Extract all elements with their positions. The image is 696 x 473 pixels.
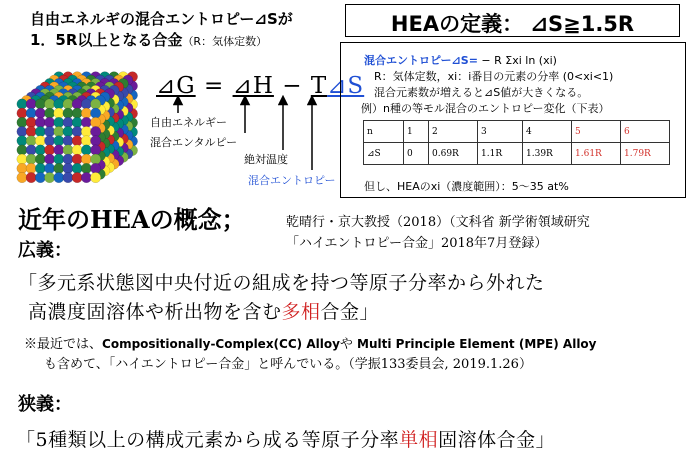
table-cell: 1.39R bbox=[523, 143, 572, 165]
hea-definition-box bbox=[345, 4, 680, 37]
atom-sphere bbox=[26, 163, 36, 173]
formula-t: T bbox=[310, 73, 328, 99]
atom-sphere bbox=[81, 99, 91, 109]
concept-title: 近年のHEAの概念； bbox=[18, 205, 246, 234]
formula-equals: = bbox=[203, 73, 225, 99]
atom-sphere bbox=[35, 145, 45, 155]
atom-sphere bbox=[81, 163, 91, 173]
table-cell: 1.61R bbox=[572, 143, 621, 165]
atom-sphere bbox=[81, 172, 91, 182]
atom-sphere bbox=[26, 99, 36, 109]
table-cell: 0.69R bbox=[429, 143, 478, 165]
formula-minus: − bbox=[282, 73, 303, 99]
atom-sphere bbox=[81, 108, 91, 118]
gibbs-formula bbox=[156, 73, 364, 99]
concept-source-1: 乾晴行・京大教授（2018）（文科省 新学術領域研究 bbox=[286, 215, 590, 230]
info-line-1-blue: 混合エントロピー⊿S= bbox=[364, 54, 478, 67]
atom-sphere bbox=[35, 163, 45, 173]
atom-sphere bbox=[44, 136, 54, 146]
atom-sphere bbox=[26, 154, 36, 164]
atom-sphere bbox=[17, 99, 27, 109]
atom-sphere bbox=[54, 136, 64, 146]
narrow-line-1-red: 単相 bbox=[399, 429, 439, 451]
atom-sphere bbox=[44, 99, 54, 109]
atom-sphere bbox=[26, 126, 36, 136]
intro-line-2 bbox=[30, 29, 267, 50]
atom-sphere bbox=[17, 154, 27, 164]
atom-sphere bbox=[81, 117, 91, 127]
entropy-info-box bbox=[340, 42, 686, 198]
atom-sphere bbox=[17, 163, 27, 173]
label-absolute-temperature: 絶対温度 bbox=[244, 153, 288, 166]
broad-line-2a: 高濃度固溶体や析出物を含む bbox=[28, 301, 282, 323]
atom-sphere bbox=[90, 145, 100, 155]
atom-sphere bbox=[35, 99, 45, 109]
atom-sphere bbox=[72, 154, 82, 164]
atom-sphere bbox=[35, 108, 45, 118]
atom-sphere bbox=[35, 136, 45, 146]
formula-delta-h: ⊿H bbox=[232, 73, 274, 99]
atom-sphere bbox=[26, 172, 36, 182]
atom-sphere bbox=[44, 154, 54, 164]
narrow-label-text: 狭義 bbox=[18, 394, 54, 415]
atom-sphere bbox=[72, 172, 82, 182]
atom-sphere bbox=[90, 126, 100, 136]
hea-definition-text: HEAの定義： ⊿S≧1.5R bbox=[390, 12, 635, 36]
atom-sphere bbox=[44, 145, 54, 155]
concept-source-2: 「ハイエントロピー合金」2018年7月登録） bbox=[286, 236, 548, 251]
table-cell: 1 bbox=[404, 121, 429, 143]
info-line-4: 例）n種の等モル混合のエントロピー変化（下表） bbox=[361, 102, 610, 115]
broad-definition-line-1: 「多元系状態図中央付近の組成を持つ等原子分率から外れた bbox=[18, 272, 545, 294]
atom-sphere bbox=[35, 154, 45, 164]
atom-sphere bbox=[44, 117, 54, 127]
atom-sphere bbox=[26, 108, 36, 118]
table-cell: 2 bbox=[429, 121, 478, 143]
atom-sphere bbox=[81, 136, 91, 146]
atom-sphere bbox=[54, 126, 64, 136]
broad-label-text: 広義 bbox=[18, 240, 54, 261]
atom-sphere bbox=[35, 117, 45, 127]
atom-sphere bbox=[44, 108, 54, 118]
broad-definition-label bbox=[18, 236, 72, 262]
table-cell: 5 bbox=[572, 121, 621, 143]
atom-sphere bbox=[81, 126, 91, 136]
atom-sphere bbox=[90, 99, 100, 109]
atom-sphere bbox=[54, 163, 64, 173]
note-pre: ※最近では、 bbox=[24, 337, 103, 352]
atom-sphere bbox=[63, 99, 73, 109]
intro-line-1: 自由エネルギの混合エントロピー⊿Sが bbox=[30, 10, 293, 28]
atom-sphere bbox=[63, 117, 73, 127]
atom-sphere bbox=[26, 136, 36, 146]
formula-delta-g: ⊿G bbox=[156, 73, 196, 99]
info-line-1-rest: − R Σxi ln (xi) bbox=[477, 54, 557, 67]
atom-sphere bbox=[44, 163, 54, 173]
atom-sphere bbox=[81, 154, 91, 164]
atom-sphere bbox=[26, 117, 36, 127]
atom-sphere bbox=[44, 172, 54, 182]
atom-sphere bbox=[54, 117, 64, 127]
note-mid: や bbox=[339, 337, 358, 352]
formula-delta-s: ⊿S bbox=[327, 73, 365, 99]
atom-sphere bbox=[54, 145, 64, 155]
atom-sphere bbox=[72, 136, 82, 146]
atom-sphere bbox=[72, 108, 82, 118]
table-row bbox=[364, 143, 670, 165]
atom-sphere bbox=[17, 172, 27, 182]
atom-sphere bbox=[90, 154, 100, 164]
atomic-lattice-cube-image bbox=[16, 64, 138, 204]
narrow-label-colon: ： bbox=[54, 394, 72, 415]
atom-sphere bbox=[63, 163, 73, 173]
atom-sphere bbox=[17, 126, 27, 136]
atom-sphere bbox=[72, 99, 82, 109]
atom-sphere bbox=[63, 126, 73, 136]
intro-line-2-text: 1．5R以上となる合金 bbox=[30, 31, 183, 49]
info-line-3: 混合元素数が増えると⊿S値が大きくなる。 bbox=[374, 86, 589, 99]
atom-sphere bbox=[17, 117, 27, 127]
atom-sphere bbox=[35, 126, 45, 136]
atom-sphere bbox=[90, 117, 100, 127]
intro-line-2-note: （R：気体定数） bbox=[182, 35, 268, 48]
atom-sphere bbox=[63, 136, 73, 146]
note-line-1 bbox=[24, 333, 597, 352]
broad-line-2b: 合金」 bbox=[320, 301, 380, 323]
table-cell: 1.1R bbox=[478, 143, 523, 165]
table-cell: n bbox=[364, 121, 404, 143]
label-mixing-entropy: 混合エントロピー bbox=[248, 174, 336, 187]
table-cell: ⊿S bbox=[364, 143, 404, 165]
atom-sphere bbox=[72, 145, 82, 155]
narrow-line-1a: 「5種類以上の構成元素から成る等原子分率 bbox=[16, 429, 400, 451]
narrow-definition-label bbox=[18, 390, 72, 416]
atom-sphere bbox=[63, 172, 73, 182]
narrow-line-1b: 固溶体合金」 bbox=[438, 429, 556, 451]
atom-sphere bbox=[26, 145, 36, 155]
atom-sphere bbox=[90, 108, 100, 118]
atom-sphere bbox=[90, 172, 100, 182]
atom-sphere bbox=[44, 126, 54, 136]
label-free-energy: 自由エネルギー bbox=[150, 116, 227, 129]
atom-sphere bbox=[63, 108, 73, 118]
table-cell: 3 bbox=[478, 121, 523, 143]
table-header-row bbox=[364, 121, 670, 143]
atom-sphere bbox=[72, 126, 82, 136]
narrow-definition-line-1 bbox=[16, 425, 555, 452]
atom-sphere bbox=[72, 117, 82, 127]
info-line-2: R：気体定数，xi：i番目の元素の分率 (0<xi<1) bbox=[374, 70, 614, 83]
atom-sphere bbox=[17, 145, 27, 155]
table-cell: 0 bbox=[404, 143, 429, 165]
atom-sphere bbox=[35, 172, 45, 182]
broad-line-2-red: 多相 bbox=[281, 301, 321, 323]
note-mpe-alloy: Multi Principle Element (MPE) Alloy bbox=[357, 337, 597, 351]
atom-sphere bbox=[54, 154, 64, 164]
info-line-5: 但し、HEAのxi（濃度範囲）：5～35 at% bbox=[364, 180, 569, 193]
atom-sphere bbox=[17, 108, 27, 118]
atom-sphere bbox=[81, 145, 91, 155]
broad-label-colon: ： bbox=[54, 240, 72, 261]
info-line-1 bbox=[364, 52, 557, 68]
broad-definition-line-2 bbox=[28, 297, 379, 324]
atom-sphere bbox=[63, 154, 73, 164]
note-cc-alloy: Compositionally-Complex(CC) Alloy bbox=[102, 337, 340, 351]
atom-sphere bbox=[72, 163, 82, 173]
atom-sphere bbox=[90, 136, 100, 146]
label-mixing-enthalpy: 混合エンタルピー bbox=[150, 136, 238, 149]
atom-sphere bbox=[17, 136, 27, 146]
atom-sphere bbox=[63, 145, 73, 155]
atom-sphere bbox=[54, 172, 64, 182]
table-cell: 1.79R bbox=[621, 143, 670, 165]
atom-sphere bbox=[90, 163, 100, 173]
table-cell: 6 bbox=[621, 121, 670, 143]
note-line-2: も含めて、「ハイエントロピー合金」と呼んでいる。（学振133委員会, 2019.1.26） bbox=[44, 357, 532, 372]
atom-sphere bbox=[54, 108, 64, 118]
entropy-table bbox=[363, 120, 670, 165]
atom-sphere bbox=[54, 99, 64, 109]
table-cell: 4 bbox=[523, 121, 572, 143]
